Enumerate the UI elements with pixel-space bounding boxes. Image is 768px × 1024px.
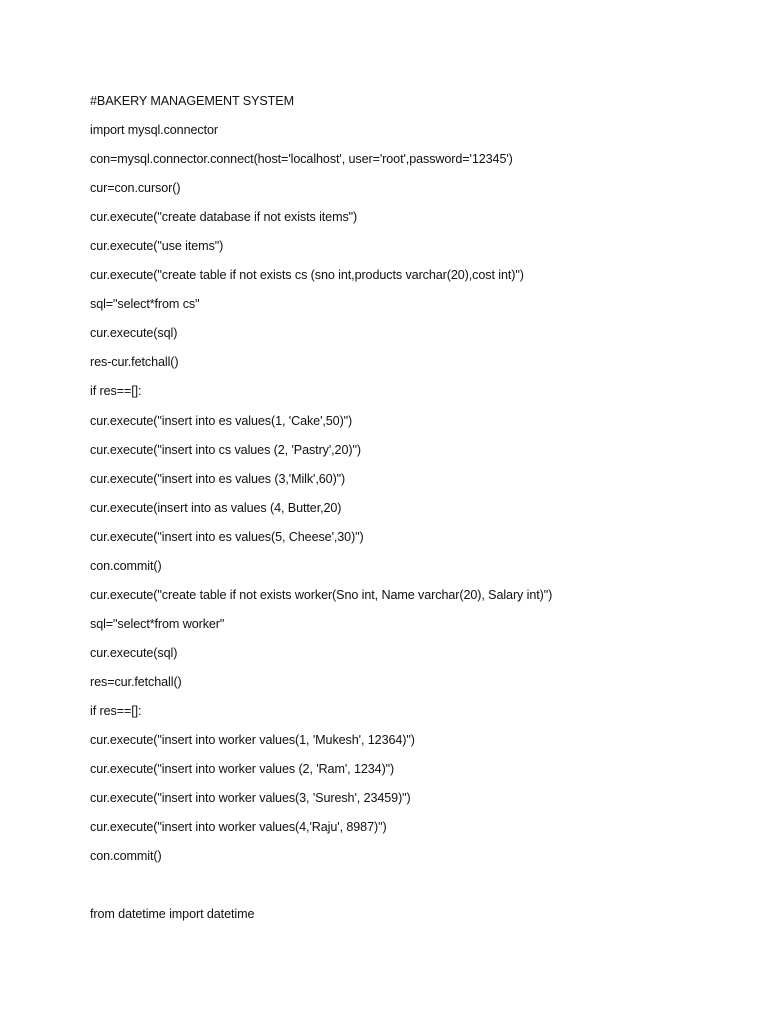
code-line: if res==[]:: [90, 703, 142, 718]
code-line: cur.execute("insert into es values(5, Cheese',30)"): [90, 529, 364, 544]
code-line: cur.execute(sql): [90, 326, 178, 341]
code-line: sql="select*from worker": [90, 616, 225, 631]
document-body: [90, 91, 750, 933]
code-line: cur.execute("insert into es values (3,'Milk',60)"): [90, 471, 346, 486]
code-line: sql="select*from cs": [90, 297, 200, 312]
code-line: con.commit(): [90, 849, 162, 864]
code-line: con.commit(): [90, 558, 162, 573]
code-line: cur.execute("insert into worker values(3, 'Suresh', 23459)"): [90, 791, 411, 806]
code-line: cur.execute("insert into worker values(4,'Raju', 8987)"): [90, 820, 387, 835]
code-line: if res==[]:: [90, 384, 142, 399]
code-line: cur.execute("insert into worker values(1, 'Mukesh', 12364)"): [90, 733, 415, 748]
code-line: cur.execute("insert into cs values (2, 'Pastry',20)"): [90, 442, 361, 457]
doc-title: #BAKERY MANAGEMENT SYSTEM: [90, 94, 294, 108]
code-line: res-cur.fetchall(): [90, 355, 179, 370]
code-line: con=mysql.connector.connect(host='localhost', user='root',password='12345'): [90, 152, 513, 167]
code-line: cur.execute("insert into es values(1, 'Cake',50)"): [90, 413, 353, 428]
code-line: cur.execute("create database if not exists items"): [90, 210, 358, 225]
code-line: cur=con.cursor(): [90, 181, 181, 196]
code-line: import mysql.connector: [90, 123, 218, 138]
code-line: cur.execute("insert into worker values (2, 'Ram', 1234)"): [90, 762, 395, 777]
code-line: cur.execute(insert into as values (4, Butter,20): [90, 500, 342, 515]
code-line: res=cur.fetchall(): [90, 674, 182, 689]
code-line: cur.execute("create table if not exists worker(Sno int, Name varchar(20), Salary int)"): [90, 587, 553, 602]
code-line: cur.execute("use items"): [90, 239, 224, 254]
code-line: from datetime import datetime: [90, 907, 255, 922]
code-line: cur.execute("create table if not exists cs (sno int,products varchar(20),cost int)"): [90, 268, 524, 283]
code-line: cur.execute(sql): [90, 645, 178, 660]
blank-line: [90, 875, 750, 904]
